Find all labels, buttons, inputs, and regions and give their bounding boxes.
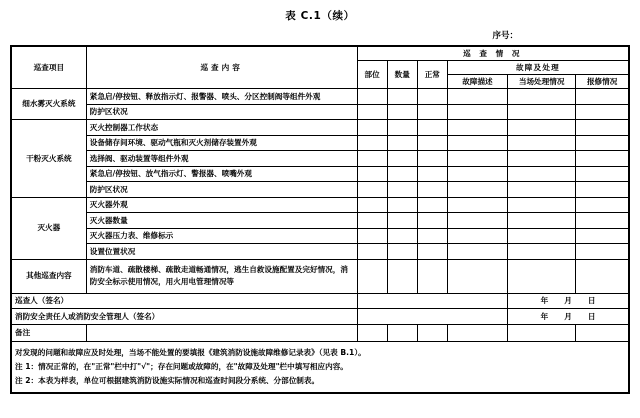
- cell-onsite-handling[interactable]: [508, 182, 576, 198]
- cell-repair-report[interactable]: [576, 182, 629, 198]
- table-row: [11, 104, 629, 120]
- cell-onsite-handling[interactable]: [508, 324, 576, 341]
- cell-position[interactable]: [357, 166, 387, 182]
- cell-fault-desc[interactable]: [447, 89, 507, 105]
- cell-fault-desc[interactable]: [447, 166, 507, 182]
- cell-repair-report[interactable]: [576, 259, 629, 293]
- cell-normal[interactable]: [417, 213, 447, 229]
- cell-repair-report[interactable]: [576, 324, 629, 341]
- table-row: [11, 182, 629, 198]
- signature-label: 巡查人（签名）: [11, 293, 357, 309]
- cell-fault-desc[interactable]: [447, 104, 507, 120]
- header-normal: 正常: [417, 61, 447, 89]
- group-item-label: 干粉灭火系统: [11, 120, 86, 198]
- cell-position[interactable]: [357, 89, 387, 105]
- cell-fault-desc[interactable]: [447, 120, 507, 136]
- cell-quantity[interactable]: [387, 166, 417, 182]
- cell-position[interactable]: [357, 197, 387, 213]
- cell-repair-report[interactable]: [576, 89, 629, 105]
- cell-onsite-handling[interactable]: [508, 135, 576, 151]
- date-month-label: 月: [564, 311, 572, 321]
- cell-position[interactable]: [357, 244, 387, 260]
- cell-position[interactable]: [357, 324, 387, 341]
- group-item-label: 灭火器: [11, 197, 86, 259]
- cell-fault-desc[interactable]: [447, 213, 507, 229]
- header-position: 部位: [357, 61, 387, 89]
- table-row: [11, 135, 629, 151]
- group-item-label: 细水雾灭火系统: [11, 89, 86, 120]
- inspection-content: 灭火器外观: [86, 197, 357, 213]
- inspection-content: 紧急启/停按钮、放气指示灯、警报器、喷嘴外观: [86, 166, 357, 182]
- cell-normal[interactable]: [417, 151, 447, 167]
- cell-onsite-handling[interactable]: [508, 120, 576, 136]
- note-line: 对发现的问题和故障应及时处理，当场不能处置的要填报《建筑消防设施故障维修记录表》（见表 B.1）。: [15, 347, 366, 357]
- cell-quantity[interactable]: [387, 228, 417, 244]
- cell-normal[interactable]: [417, 228, 447, 244]
- cell-repair-report[interactable]: [576, 151, 629, 167]
- inspection-content: 选择阀、驱动装置等组件外观: [86, 151, 357, 167]
- cell-onsite-handling[interactable]: [508, 213, 576, 229]
- remark-input[interactable]: [86, 324, 357, 341]
- table-row: [11, 151, 629, 167]
- header-row-top: [11, 46, 629, 61]
- serial-number-label: 序号：: [492, 31, 518, 41]
- table-row: [11, 166, 629, 182]
- cell-normal[interactable]: [417, 197, 447, 213]
- cell-position[interactable]: [357, 104, 387, 120]
- cell-fault-desc[interactable]: [447, 182, 507, 198]
- notes-block: [11, 341, 629, 393]
- cell-repair-report[interactable]: [576, 213, 629, 229]
- page-title: 表 C.1（续）: [285, 10, 355, 22]
- cell-onsite-handling[interactable]: [508, 259, 576, 293]
- table-row: [11, 259, 629, 293]
- cell-normal[interactable]: [417, 324, 447, 341]
- cell-quantity[interactable]: [387, 324, 417, 341]
- cell-quantity[interactable]: [387, 244, 417, 260]
- inspection-content: 灭火器压力表、维修标示: [86, 228, 357, 244]
- cell-normal[interactable]: [417, 120, 447, 136]
- date-month-label: 月: [564, 296, 572, 305]
- signature-input[interactable]: [357, 293, 507, 309]
- header-item: 巡查项目: [11, 46, 86, 89]
- cell-position[interactable]: [357, 151, 387, 167]
- table-row: [11, 120, 629, 136]
- date-day-label: 日: [587, 311, 596, 321]
- table-row: [11, 228, 629, 244]
- signature-date[interactable]: [508, 309, 629, 325]
- inspection-content: 设置位置状况: [86, 244, 357, 260]
- header-onsite-handling: 当场处理情况: [508, 75, 576, 89]
- note-line: 注 1：情况正常的，在"正常"栏中打"√"；存在问题或故障的，在"故障及处理"栏中填写相应内容。: [15, 361, 348, 371]
- signature-label: 消防安全责任人或消防安全管理人（签名）: [11, 309, 357, 325]
- cell-quantity[interactable]: [387, 197, 417, 213]
- cell-quantity[interactable]: [387, 259, 417, 293]
- cell-fault-desc[interactable]: [447, 135, 507, 151]
- signature-row-inspector: [11, 293, 629, 309]
- cell-position[interactable]: [357, 182, 387, 198]
- cell-repair-report[interactable]: [576, 104, 629, 120]
- header-content: 巡查内容: [86, 46, 357, 89]
- cell-quantity[interactable]: [387, 135, 417, 151]
- table-row: [11, 213, 629, 229]
- cell-normal[interactable]: [417, 166, 447, 182]
- date-day-label: 日: [587, 296, 596, 305]
- table-row: [11, 89, 629, 105]
- table-row: [11, 244, 629, 260]
- group-item-label: 其他巡查内容: [11, 259, 86, 293]
- cell-quantity[interactable]: [387, 89, 417, 105]
- cell-onsite-handling[interactable]: [508, 228, 576, 244]
- cell-onsite-handling[interactable]: [508, 166, 576, 182]
- cell-position[interactable]: [357, 213, 387, 229]
- cell-fault-desc[interactable]: [447, 244, 507, 260]
- cell-quantity[interactable]: [387, 104, 417, 120]
- cell-onsite-handling[interactable]: [508, 244, 576, 260]
- inspection-content: 防护区状况: [86, 182, 357, 198]
- cell-repair-report[interactable]: [576, 197, 629, 213]
- header-situation-group: 巡 查 情 况: [357, 46, 629, 61]
- cell-position[interactable]: [357, 228, 387, 244]
- cell-normal[interactable]: [417, 182, 447, 198]
- cell-repair-report[interactable]: [576, 120, 629, 136]
- header-quantity: 数量: [387, 61, 417, 89]
- inspection-content: 灭火器数量: [86, 213, 357, 229]
- header-fault-desc: 故障描述: [447, 75, 507, 89]
- cell-repair-report[interactable]: [576, 166, 629, 182]
- cell-position[interactable]: [357, 135, 387, 151]
- cell-onsite-handling[interactable]: [508, 151, 576, 167]
- cell-repair-report[interactable]: [576, 135, 629, 151]
- cell-quantity[interactable]: [387, 213, 417, 229]
- header-fault-group: 故障及处理: [447, 61, 629, 75]
- cell-normal[interactable]: [417, 89, 447, 105]
- remark-row: [11, 324, 629, 341]
- signature-row-responsible-person: [11, 309, 629, 325]
- cell-quantity[interactable]: [387, 151, 417, 167]
- inspection-content: 设备储存间环境、驱动气瓶和灭火剂储存装置外观: [86, 135, 357, 151]
- date-year-label: 年: [540, 311, 549, 321]
- inspection-content: 灭火控制器工作状态: [86, 120, 357, 136]
- cell-repair-report[interactable]: [576, 244, 629, 260]
- cell-normal[interactable]: [417, 244, 447, 260]
- table-row: [11, 197, 629, 213]
- cell-position[interactable]: [357, 120, 387, 136]
- cell-normal[interactable]: [417, 135, 447, 151]
- cell-quantity[interactable]: [387, 182, 417, 198]
- cell-onsite-handling[interactable]: [508, 89, 576, 105]
- notes-row: [11, 341, 629, 393]
- inspection-content: 紧急启/停按钮、释放指示灯、报警器、喷头、分区控制阀等组件外观: [86, 89, 357, 105]
- remark-label: 备注: [11, 324, 86, 341]
- cell-fault-desc[interactable]: [447, 324, 507, 341]
- cell-normal[interactable]: [417, 104, 447, 120]
- cell-repair-report[interactable]: [576, 228, 629, 244]
- cell-fault-desc[interactable]: [447, 228, 507, 244]
- cell-position[interactable]: [357, 259, 387, 293]
- signature-date[interactable]: [508, 293, 629, 309]
- cell-onsite-handling[interactable]: [508, 104, 576, 120]
- inspection-form-table: [10, 45, 630, 394]
- inspection-content: 防护区状况: [86, 104, 357, 120]
- date-year-label: 年: [540, 296, 549, 305]
- cell-quantity[interactable]: [387, 120, 417, 136]
- cell-fault-desc[interactable]: [447, 197, 507, 213]
- note-line: 注 2：本表为样表，单位可根据建筑消防设施实际情况和巡查时间段分系统、分部位制表。: [15, 375, 320, 385]
- header-repair-report: 报修情况: [576, 75, 629, 89]
- cell-fault-desc[interactable]: [447, 151, 507, 167]
- signature-input[interactable]: [357, 309, 507, 325]
- cell-onsite-handling[interactable]: [508, 197, 576, 213]
- cell-normal[interactable]: [417, 259, 447, 293]
- cell-fault-desc[interactable]: [447, 259, 507, 293]
- inspection-content: 消防车道、疏散楼梯、疏散走道畅通情况，逃生自救设施配置及完好情况，消防安全标示使用情况，用火用电管理情况等: [86, 259, 357, 293]
